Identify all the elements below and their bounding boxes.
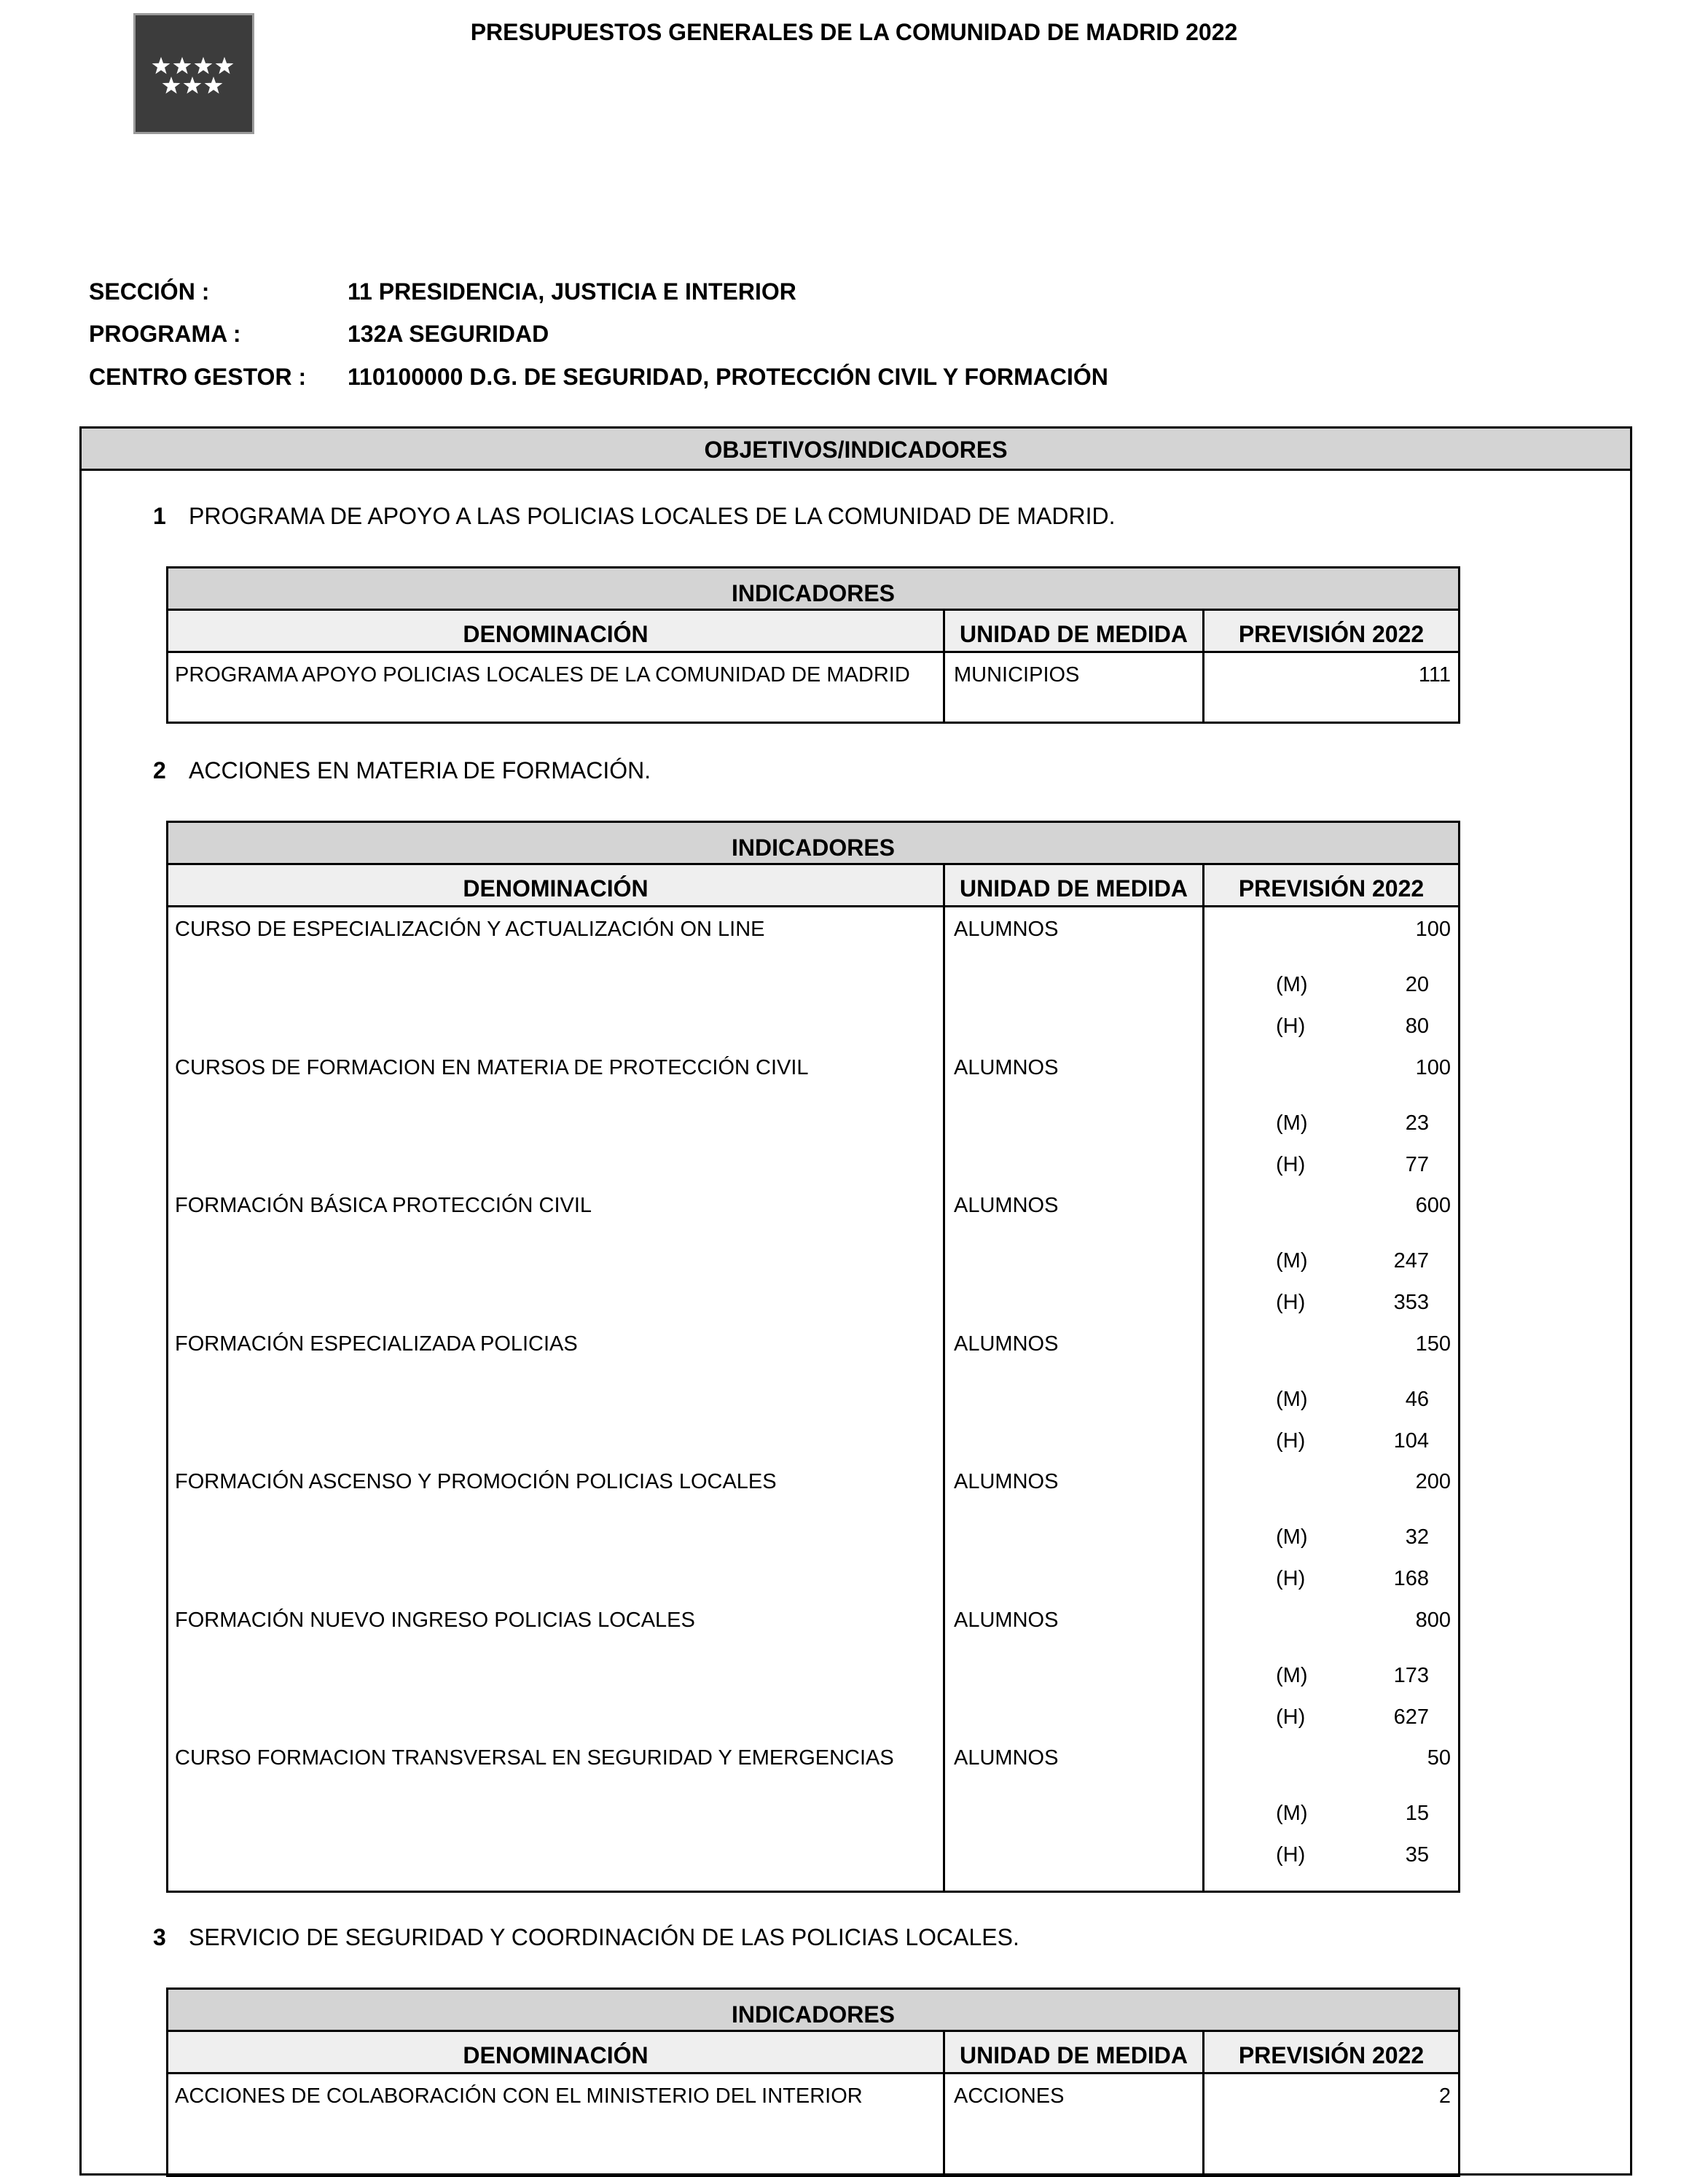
indicator-value: 100 <box>1415 1056 1451 1079</box>
women-label: (M) <box>1276 1111 1308 1135</box>
men-label: (H) <box>1276 1291 1306 1314</box>
section-label: SECCIÓN : <box>89 278 210 305</box>
indicators-title: INDICADORES <box>168 568 1458 611</box>
col-denominacion: DENOMINACIÓN <box>463 875 649 902</box>
women-label: (M) <box>1276 1388 1308 1411</box>
indicator-name: CURSO DE ESPECIALIZACIÓN Y ACTUALIZACIÓN ON LINE <box>175 918 765 941</box>
indicators-column-headers <box>168 865 1458 907</box>
indicator-name: FORMACIÓN NUEVO INGRESO POLICIAS LOCALES <box>175 1609 695 1632</box>
objective-text: ACCIONES EN MATERIA DE FORMACIÓN. <box>189 757 651 783</box>
men-value: 35 <box>1405 1843 1429 1867</box>
indicator-name: FORMACIÓN BÁSICA PROTECCIÓN CIVIL <box>175 1194 592 1217</box>
indicator-name: ACCIONES DE COLABORACIÓN CON EL MINISTERIO DEL INTERIOR <box>175 2084 863 2108</box>
objective-number: 1 <box>153 503 166 529</box>
objective-text: PROGRAMA DE APOYO A LAS POLICIAS LOCALES DE LA COMUNIDAD DE MADRID. <box>189 503 1116 529</box>
men-value: 627 <box>1393 1705 1429 1729</box>
men-label: (H) <box>1276 1015 1306 1038</box>
section-value: 11 PRESIDENCIA, JUSTICIA E INTERIOR <box>348 278 796 305</box>
program-label: PROGRAMA : <box>89 321 241 347</box>
women-label: (M) <box>1276 1525 1308 1549</box>
col-unidad: UNIDAD DE MEDIDA <box>960 2042 1188 2068</box>
col-denominacion: DENOMINACIÓN <box>463 2042 649 2068</box>
men-label: (H) <box>1276 1567 1306 1590</box>
column-divider <box>1202 865 1204 1891</box>
indicator-unit: ALUMNOS <box>954 918 1059 941</box>
col-prevision: PREVISIÓN 2022 <box>1238 2042 1425 2068</box>
col-prevision: PREVISIÓN 2022 <box>1238 621 1425 647</box>
women-value: 20 <box>1405 973 1429 996</box>
women-value: 23 <box>1405 1111 1429 1135</box>
indicators-table-2 <box>166 821 1460 1893</box>
women-label: (M) <box>1276 1249 1308 1273</box>
men-label: (H) <box>1276 1429 1306 1453</box>
objective-number: 3 <box>153 1924 166 1950</box>
indicator-unit: ALUMNOS <box>954 1609 1059 1632</box>
indicator-name: CURSO FORMACION TRANSVERSAL EN SEGURIDAD Y EMERGENCIAS <box>175 1746 894 1770</box>
indicator-name: CURSOS DE FORMACION EN MATERIA DE PROTECCIÓN CIVIL <box>175 1056 809 1079</box>
indicators-table-3 <box>166 1988 1460 2177</box>
women-value: 173 <box>1393 1664 1429 1687</box>
men-label: (H) <box>1276 1153 1306 1176</box>
indicator-value: 600 <box>1415 1194 1451 1217</box>
indicator-value: 100 <box>1415 918 1451 941</box>
col-unidad: UNIDAD DE MEDIDA <box>960 875 1188 902</box>
indicators-title: INDICADORES <box>168 823 1458 865</box>
men-value: 168 <box>1393 1567 1429 1590</box>
men-value: 353 <box>1393 1291 1429 1314</box>
indicators-column-headers <box>168 2032 1458 2074</box>
women-value: 15 <box>1405 1802 1429 1825</box>
indicator-unit: ACCIONES <box>954 2084 1065 2108</box>
objective-text: SERVICIO DE SEGURIDAD Y COORDINACIÓN DE LAS POLICIAS LOCALES. <box>189 1924 1019 1950</box>
column-divider <box>943 865 945 1891</box>
indicator-unit: ALUMNOS <box>954 1056 1059 1079</box>
column-divider <box>1202 611 1204 722</box>
column-divider <box>943 2032 945 2175</box>
indicator-name: FORMACIÓN ASCENSO Y PROMOCIÓN POLICIAS LOCALES <box>175 1470 777 1493</box>
indicators-table-1 <box>166 566 1460 724</box>
women-value: 247 <box>1393 1249 1429 1273</box>
indicator-value: 50 <box>1427 1746 1451 1770</box>
women-value: 32 <box>1405 1525 1429 1549</box>
column-divider <box>1202 2032 1204 2175</box>
men-label: (H) <box>1276 1705 1306 1729</box>
indicator-unit: MUNICIPIOS <box>954 663 1080 687</box>
women-label: (M) <box>1276 973 1308 996</box>
women-value: 46 <box>1405 1388 1429 1411</box>
indicator-value: 800 <box>1415 1609 1451 1632</box>
indicator-value: 111 <box>1418 663 1451 687</box>
women-label: (M) <box>1276 1802 1308 1825</box>
indicator-name: FORMACIÓN ESPECIALIZADA POLICIAS <box>175 1332 578 1356</box>
indicators-title: INDICADORES <box>168 1990 1458 2032</box>
men-label: (H) <box>1276 1843 1306 1867</box>
indicators-column-headers <box>168 611 1458 653</box>
indicator-value: 2 <box>1438 2084 1451 2108</box>
col-denominacion: DENOMINACIÓN <box>463 621 649 647</box>
cost-center-label: CENTRO GESTOR : <box>89 364 307 390</box>
women-label: (M) <box>1276 1664 1308 1687</box>
col-prevision: PREVISIÓN 2022 <box>1238 875 1425 902</box>
indicator-unit: ALUMNOS <box>954 1194 1059 1217</box>
men-value: 104 <box>1393 1429 1429 1453</box>
indicator-name: PROGRAMA APOYO POLICIAS LOCALES DE LA COMUNIDAD DE MADRID <box>175 663 910 687</box>
indicator-unit: ALUMNOS <box>954 1746 1059 1770</box>
indicator-value: 200 <box>1415 1470 1451 1493</box>
indicator-unit: ALUMNOS <box>954 1332 1059 1356</box>
men-value: 80 <box>1405 1015 1429 1038</box>
program-value: 132A SEGURIDAD <box>348 321 549 347</box>
document-title: PRESUPUESTOS GENERALES DE LA COMUNIDAD DE MADRID 2022 <box>470 19 1238 45</box>
col-unidad: UNIDAD DE MEDIDA <box>960 621 1188 647</box>
column-divider <box>943 611 945 722</box>
men-value: 77 <box>1405 1153 1429 1176</box>
objective-number: 2 <box>153 757 166 783</box>
objectives-header: OBJETIVOS/INDICADORES <box>82 429 1630 471</box>
cost-center-value: 110100000 D.G. DE SEGURIDAD, PROTECCIÓN CIVIL Y FORMACIÓN <box>348 364 1108 390</box>
indicator-unit: ALUMNOS <box>954 1470 1059 1493</box>
indicator-value: 150 <box>1415 1332 1451 1356</box>
